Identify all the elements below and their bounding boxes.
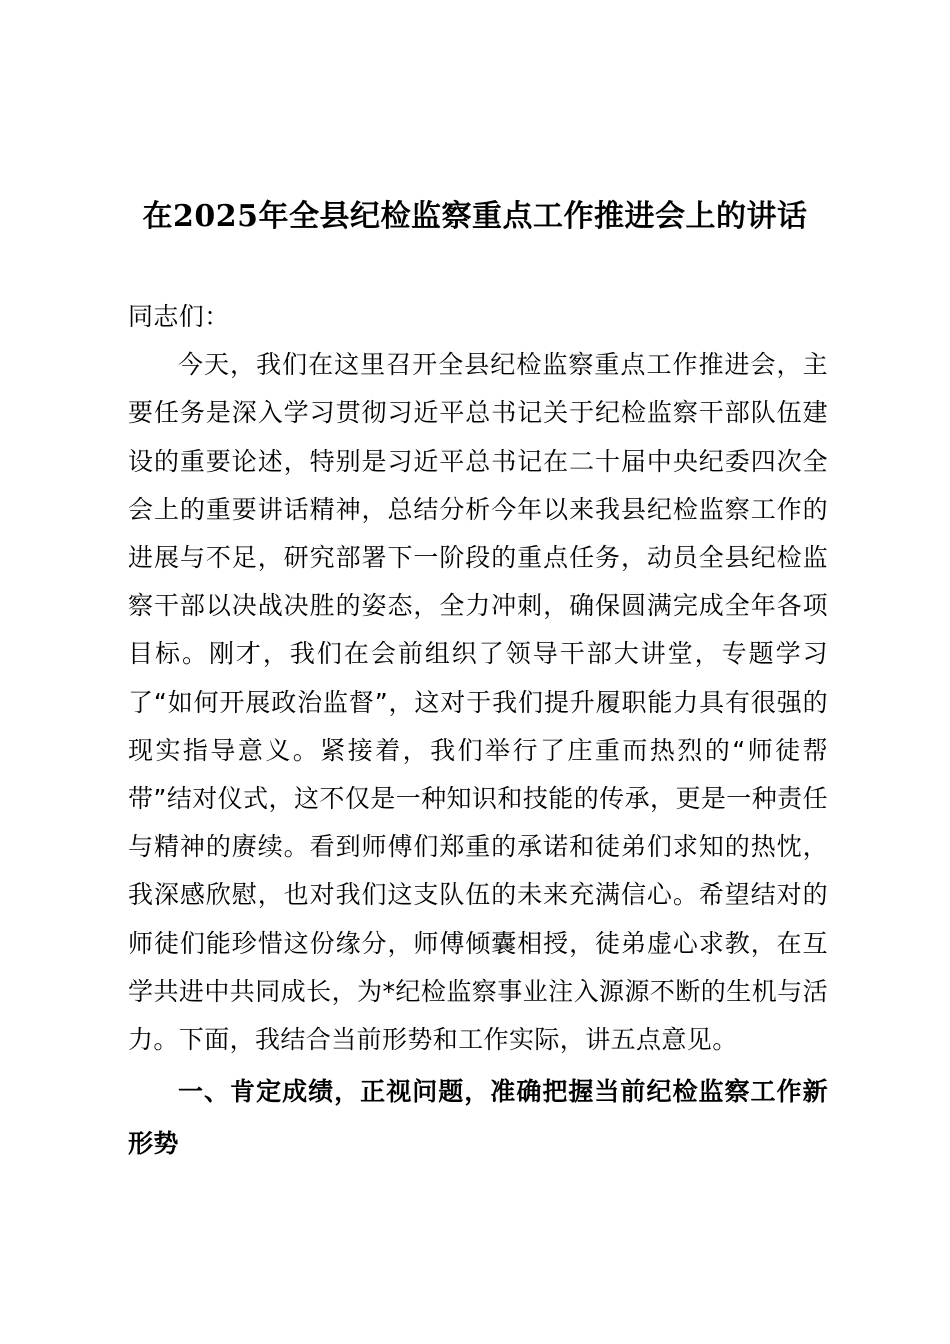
- document-title: 在2025年全县纪检监察重点工作推进会上的讲话: [142, 199, 808, 234]
- section-heading: 一、肯定成绩，正视问题，准确把握当前纪检监察工作新形势: [128, 1077, 828, 1159]
- document-body: [128, 293, 828, 1170]
- salutation: 同志们：: [128, 302, 230, 331]
- body-paragraph: 今天，我们在这里召开全县纪检监察重点工作推进会，主要任务是深入学习贯彻习近平总书记关于纪检监察干部队伍建设的重要论述，特别是习近平总书记在二十届中央纪委四次全会上的重要讲话精神，总结分析今年以来我县纪检监察工作的进展与不足，研究部署下一阶段的重点任务，动员全县纪检监察干部以决战决胜的姿态，全力冲刺，确保圆满完成全年各项目标。刚才，我们在会前组织了领导干部大讲堂，专题学习了“如何开展政治监督”，这对于我们提升履职能力具有很强的现实指导意义。紧接着，我们举行了庄重而热烈的“师徒帮带”结对仪式，这不仅是一种知识和技能的传承，更是一种责任与精神的赓续。看到师傅们郑重的承诺和徒弟们求知的热忱，我深感欣慰，也对我们这支队伍的未来充满信心。希望结对的师徒们能珍惜这份缘分，师傅倾囊相授，徒弟虚心求教，在互学共进中共同成长，为*纪检监察事业注入源源不断的生机与活力。下面，我结合当前形势和工作实际，讲五点意见。: [128, 350, 828, 1055]
